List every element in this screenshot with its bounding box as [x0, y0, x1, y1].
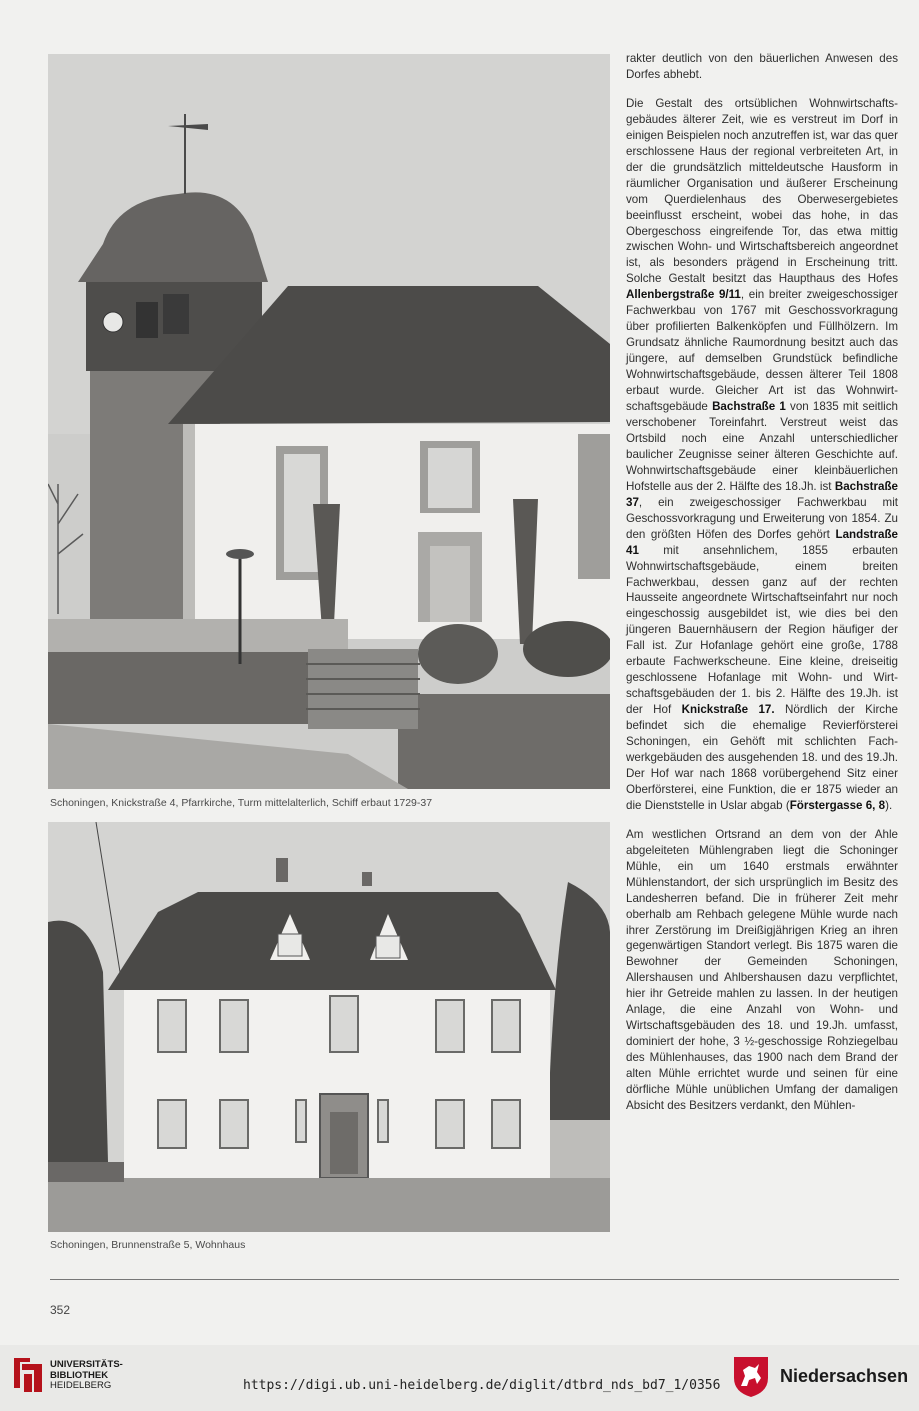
document-url-link[interactable]: https://digi.ub.uni-heidelberg.de/diglit/dtbrd_nds_bd7_1/0356	[243, 1378, 721, 1393]
address-allenbergstrasse: Allenbergstraße 9/11	[626, 288, 741, 302]
paragraph-3: Am westlichen Ortsrand an dem von der Ahle abgeleiteten Mühlengraben liegt die Schoninger Mühle, ein um 1640 erstmals erwähnter Mühlenstandort, der sich ursprünglich im Besitz des Landesherren befand. Die in früherer Zeit mehr oberhalb am Rehbach gelegene Mühle wurde nach ihrer Zerstörung im Dreißigjährigen Krieg an ihren gegenwärtigen Standort verlegt. Bis 1875 waren die Bewohner der Gemeinden Schoningen, Allershausen und Ahlbershausen dazu verpflichtet, hier ihr Getreide mahlen zu lassen. In der heutigen Anlage, die eine Anzahl von Wohn- und Wirtschaftsgebäuden des 18. und 19.Jh. umfasst, dominiert der hohe, 3 ½-geschossige Rohziegelbau des Mühlenhauses, das 1900 nach dem Brand der alten Mühle errichtet wurde und seinen für eine dörfliche Mühle unüblichen Umfang der damaligen Absicht des Besitzers verdankt, den Mühlen-	[626, 827, 898, 1112]
article-text	[626, 51, 898, 1127]
address-knickstrasse-17: Knickstraße 17.	[681, 703, 775, 717]
address-landstrasse-41: Landstraße 41	[626, 527, 898, 557]
university-library-logo-icon	[12, 1352, 44, 1394]
address-foerstergasse: Förstergasse 6, 8	[789, 798, 886, 812]
paragraph-2-text-f: Nördlich der Kirche befindet sich die ehemalige Revierförsterei Schoningen, ein Gehöft mit schlichten Fachwerkgebäuden des ausgehenden 18. und des 19.Jh. Der Hof war nach 1868 vorübergehend Sitz einer Oberförsterei, eine Funktion, die er 1875 wieder an die Dienststelle in Uslar abgab (	[626, 703, 898, 812]
paragraph-2-text-e: mit ansehnlichem, 1855 erbauten Wohnwirtschaftsgebäude, einem breiten Fachwerkbau, dessen ganz auf der rechten Hausseite angeordnete Wirtschaftseinfahrt nur noch eingeschossig ausgebildet ist, wie dies bei den jüngeren Bauernhäusern der Region häufiger der Fall ist. Zur Hofanlage gehört eine große, 1788 erbaute Fachwerkscheune. Eine kleine, dreiseitig geschlossene Hofanlage mit Wohn- und Wirtschaftsgebäuden der 1. bis 2. Hälfte des 19.Jh. ist der Hof	[626, 543, 898, 717]
address-bachstrasse-1: Bachstraße 1	[712, 400, 786, 414]
address-bachstrasse-37: Bachstraße 37	[626, 479, 898, 509]
niedersachsen-horse-crest-icon	[733, 1356, 769, 1398]
page-footer-rule	[50, 1279, 899, 1280]
library-name-line-3: HEIDELBERG	[50, 1380, 112, 1391]
paragraph-2-text-a: Die Gestalt des ortsüblichen Wohnwirtschaftsgebäudes älterer Zeit, wie es verstreut im Dorf in einigen Beispielen noch anzutreffen ist, war das quer erschlossene Haus der regional verbreiteten Art, in der die grundsätzlich mitteldeutsche Hausform in räumlicher Organisation und äußerer Erscheinung vom Querdielenhaus des Oberwesergebietes beeinflusst erscheint, wobei das hohe, in das Obergeschoss eingreifende Tor, das etwa mittig zwischen Wohn- und Wirtschaftsbereich angeordnet ist, als besonders prägend in Erscheinung tritt. Solche Gestalt besitzt das Haupthaus des Hofes	[626, 96, 898, 286]
paragraph-2-text-c: von 1835 mit seitlich verschobener Toreinfahrt. Verstreut weist das Ortsbild noch eine Anzahl unterschiedlicher baulicher Zeugnisse seiner älteren Geschichte auf. Wohnwirtschaftsgebäude einer kleinbäuerlichen Hofstelle aus der 2. Hälfte des 18.Jh. ist	[626, 400, 898, 493]
paragraph-2	[626, 96, 898, 814]
paragraph-2-text-d: , ein zweigeschossiger Fachwerkbau mit Geschossvorkragung und Erweiterung von 1854. Zu den größten Höfen des Dorfes gehört	[626, 495, 898, 541]
page-number: 352	[50, 1303, 71, 1317]
house-photo-caption: Schoningen, Brunnenstraße 5, Wohnhaus	[50, 1239, 246, 1251]
university-library-name	[50, 1360, 123, 1392]
church-photo-caption: Schoningen, Knickstraße 4, Pfarrkirche, Turm mittelalterlich, Schiff erbaut 1729-37	[50, 797, 433, 809]
paragraph-2-text-g: ).	[885, 798, 893, 812]
library-name-line-1: UNIVERSITÄTS-	[50, 1359, 123, 1370]
house-photo	[48, 822, 610, 1232]
library-name-line-2: BIBLIOTHEK	[50, 1369, 109, 1381]
niedersachsen-label: Niedersachsen	[780, 1366, 909, 1386]
paragraph-1: rakter deutlich von den bäuerlichen Anwesen des Dorfes abhebt.	[626, 52, 898, 81]
church-photo	[48, 54, 610, 789]
paragraph-2-text-b: , ein breiter zweigeschossiger Fachwerkbau von 1767 mit Geschossvorkragung über profilierten Balkenköpfen und Füllhölzern. Im Grundsatz ähnliche Raumordnung besitzt auch das jüngere, auf demselben Grundstück befindliche Wohnwirtschaftsgebäude, dessen älterer Teil 1808 erbaut wurde. Gleicher Art ist das Wohnwirtschaftsgebäude	[626, 288, 898, 414]
